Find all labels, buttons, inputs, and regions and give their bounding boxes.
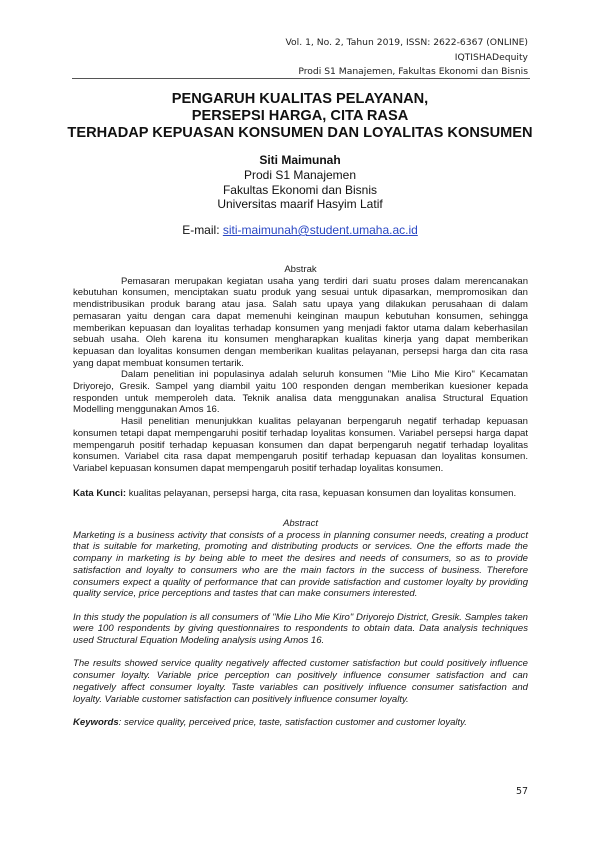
journal-name: IQTISHADequity <box>454 51 528 63</box>
abstrak-paragraph: Dalam penelitian ini populasinya adalah seluruh konsumen "Mie Liho Mie Kiro" Kecamatan Driyorejo, Gresik. Sampel yang diambil yaitu 100 responden dengan memberikan kuesioner kepada responden untuk memperoleh data. Teknik analisa data menggunakan analisa Structural Equation Modelling menggunakan Amos 16. <box>73 369 528 416</box>
abstrak-section <box>73 264 528 475</box>
journal-affiliation: Prodi S1 Manajemen, Fakultas Ekonomi dan Bisnis <box>298 66 528 77</box>
abstrak-paragraph: Hasil penelitian menunjukkan kualitas pelayanan berpengaruh negatif terhadap kepuasan konsumen tetapi dapat mempengaruhi positif terhadap loyalitas konsumen. Variabel persepsi harga dapat mempengaruh positif terhadap kepuasan konsumen dan dapat berpengaruh negatif terhadap loyalitas konsumen. Variabel cita rasa dapat mempengaruh positif terhadap kepuasan dan loyalitas konsumen. Variabel kepuasan konsumen dapat mempengaruh positif terhadap loyalitas konsumen. <box>73 416 528 474</box>
abstract-section <box>73 518 528 729</box>
running-head <box>285 36 528 80</box>
abstract-paragraph: The results showed service quality negatively affected customer satisfaction but could positively influence consumer loyalty. Variable price perception can positively influence consumer satisfaction and can negatively affect consumer loyalty. Taste variables can positively influence consumer satisfaction and loyalty. Variable customer satisfaction can positively influence consumer loyalty. <box>73 658 528 705</box>
journal-volume-issn: Vol. 1, No. 2, Tahun 2019, ISSN: 2622-6367 (ONLINE) <box>285 37 528 48</box>
keywords-label: Keywords <box>73 716 119 728</box>
kata-kunci <box>73 488 528 500</box>
author-affiliation: Fakultas Ekonomi dan Bisnis <box>222 182 378 197</box>
abstrak-paragraph: Pemasaran merupakan kegiatan usaha yang terdiri dari suatu proses dalam merencanakan kebutuhan konsumen, menciptakan suatu produk yang sesuai untuk dipasarkan, mempromosikan dan mendistribusikan produk barang atau jasa. Salah satu upaya yang dilakukan perusahaan di dalam pemasaran yaitu dengan cara dapat memenuhi keinginan maupun kebutuhan konsumen, sehingga memberikan kepuasan dan loyalitas terhadap konsumen yang menjadi faktor utama dalam keberhasilan sebuah usaha. Oleh karena itu konsumen mengharapkan kualitas kinerja yang dapat memberikan kepuasan dan loyalitas konsumen dengan memberikan kualitas pelayanan, persepsi harga dan cita rasa yang dapat membuat konsumen tertarik. <box>73 275 528 369</box>
abstract-paragraph: In this study the population is all consumers of "Mie Liho Mie Kiro" Driyorejo District, Gresik. Samples taken were 100 respondents by giving questionnaires to respondents to obtain data. Data analysis techniques used Structural Equation Modeling analysis using Amos 16. <box>73 611 528 647</box>
abstrak-heading: Abstrak <box>284 264 317 275</box>
kata-kunci-label: Kata Kunci: <box>73 488 127 499</box>
keywords <box>73 717 528 729</box>
author-name: Siti Maimunah <box>259 153 341 167</box>
paper-title <box>50 91 550 142</box>
author-affiliation: Universitas maarif Hasyim Latif <box>217 197 383 212</box>
author-block <box>0 153 600 212</box>
title-line: PENGARUH KUALITAS PELAYANAN, <box>171 91 429 107</box>
author-affiliation: Prodi S1 Manajemen <box>243 167 357 182</box>
author-email-line <box>0 223 600 237</box>
kata-kunci-text: kualitas pelayanan, persepsi harga, cita rasa, kepuasan konsumen dan loyalitas konsumen. <box>126 488 517 499</box>
abstract-paragraph: Marketing is a business activity that consists of a process in planning consumer needs, creating a product that is suitable for marketing, promoting and distributing products or services. One the efforts made the company in marketing is by being able to meet the desires and needs of consumers, so as to provide satisfaction and loyalty to consumers who are the main factors in the success of business. Therefore consumers expect a quality of performance that can provide satisfaction and customer loyalty by providing quality service, price perceptions and tastes that can make consumers interested. <box>73 529 528 600</box>
email-link[interactable]: siti-maimunah@student.umaha.ac.id <box>222 223 418 237</box>
title-line: PERSEPSI HARGA, CITA RASA <box>191 108 409 124</box>
header-rule <box>72 78 530 79</box>
email-label: E-mail: <box>182 223 223 237</box>
abstract-heading: Abstract <box>282 518 319 529</box>
title-line: TERHADAP KEPUASAN KONSUMEN DAN LOYALITAS KONSUMEN <box>67 125 533 141</box>
keywords-text: : service quality, perceived price, taste, satisfaction customer and customer loyalty. <box>118 716 467 728</box>
page-number: 57 <box>516 786 529 797</box>
